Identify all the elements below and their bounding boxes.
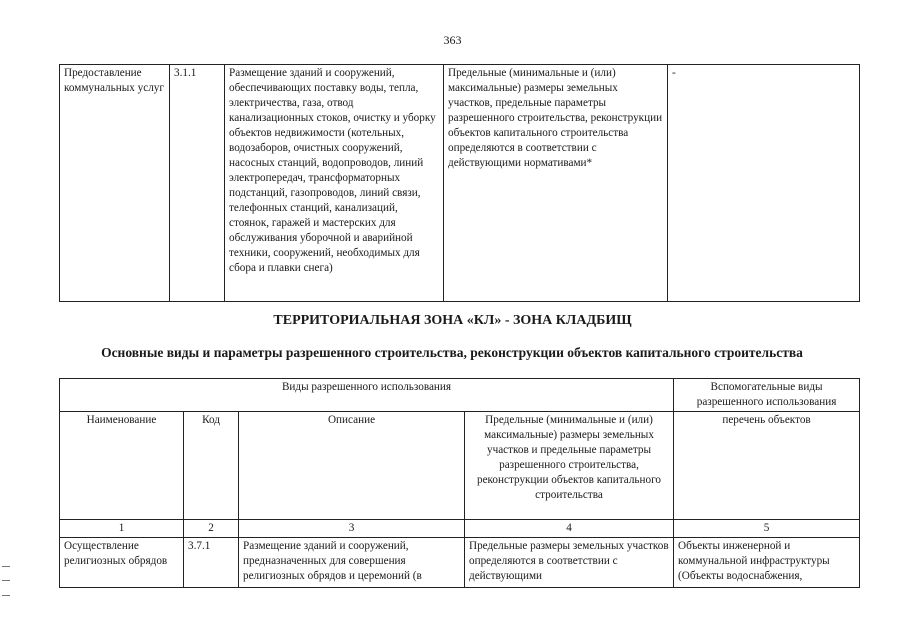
column-number: 5 [674,520,860,538]
use-name-cell: Осуществление религиозных обрядов [60,538,184,588]
margin-mark [2,566,10,596]
header-aux-cell: Вспомогательные виды разрешенного использования [674,379,860,412]
col-params-header: Предельные (минимальные и (или) максимальные) размеры земельных участков и предельные параметры разрешенного строительства, реконструкции объектов капитального строительства [465,412,674,520]
zone-subtitle: Основные виды и параметры разрешенного строительства, реконструкции объектов капитального строительства [101,345,803,360]
header-group-cell: Виды разрешенного использования [60,379,674,412]
col-name-header: Наименование [60,412,184,520]
use-description-cell: Размещение зданий и сооружений, предназначенных для совершения религиозных обрядов и церемоний (в [239,538,465,588]
table-row [60,65,860,302]
col-desc-header: Описание [239,412,465,520]
column-number: 3 [239,520,465,538]
col-aux-header: перечень объектов [674,412,860,520]
column-number-row [60,520,860,538]
auxiliary-cell: - [668,65,860,302]
page-number: 363 [443,33,462,47]
table-row [60,538,860,588]
col-code-header: Код [184,412,239,520]
use-description-cell: Размещение зданий и сооружений, обеспечивающих поставку воды, тепла, электричества, газа, отвод канализационных стоков, очистку и уборку объектов недвижимости (котельных, водозаборов, очистных сооружений, насосных станций, водопроводов, линий электропередач, трансформаторных подстанций, газопроводов, линий связи, телефонных станций, канализаций, стоянок, гаражей и мастерских для обслуживания уборочной и аварийной техники, сооружений, необходимых для сбора и плавки снега) [225,65,444,302]
continuation-table [59,64,860,302]
zone-table [59,378,860,588]
zone-title: ТЕРРИТОРИАЛЬНАЯ ЗОНА «КЛ» - ЗОНА КЛАДБИЩ [273,313,632,328]
use-params-cell: Предельные размеры земельных участков определяются в соответствии с действующими [465,538,674,588]
auxiliary-cell: Объекты инженерной и коммунальной инфраструктуры (Объекты водоснабжения, [674,538,860,588]
column-number: 2 [184,520,239,538]
use-code-cell: 3.1.1 [170,65,225,302]
table-header-row [60,412,860,520]
table-header-row [60,379,860,412]
use-name-cell: Предоставление коммунальных услуг [60,65,170,302]
use-params-cell: Предельные (минимальные и (или) максимальные) размеры земельных участков, предельные параметры разрешенного строительства, реконструкции объектов капитального строительства определяются в соответствии с действующими нормативами* [444,65,668,302]
column-number: 4 [465,520,674,538]
column-number: 1 [60,520,184,538]
use-code-cell: 3.7.1 [184,538,239,588]
